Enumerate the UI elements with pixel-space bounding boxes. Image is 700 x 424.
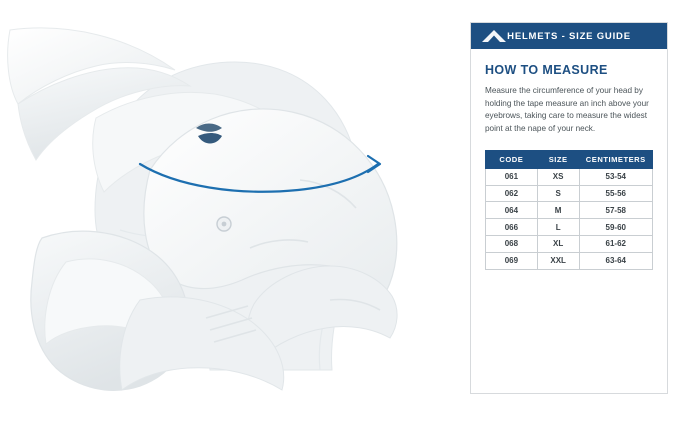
size-table (485, 150, 653, 270)
cell-code: 064 (486, 202, 538, 219)
cell-size: XXL (537, 252, 579, 269)
table-row (486, 202, 653, 219)
column-header-size: SIZE (537, 150, 579, 168)
table-row (486, 185, 653, 202)
table-row (486, 235, 653, 252)
cell-centimeters: 59-60 (579, 219, 652, 236)
table-row (486, 252, 653, 269)
cell-centimeters: 61-62 (579, 235, 652, 252)
cell-code: 068 (486, 235, 538, 252)
cell-centimeters: 53-54 (579, 168, 652, 185)
cell-centimeters: 55-56 (579, 185, 652, 202)
brand-arrow-icon (481, 29, 507, 43)
cell-size: XL (537, 235, 579, 252)
how-to-measure-heading: HOW TO MEASURE (485, 63, 608, 77)
cell-code: 066 (486, 219, 538, 236)
table-header-row (486, 150, 653, 168)
how-to-measure-text: Measure the circumference of your head by holding the tape measure an inch above your eyebrows, taking care to measure the widest point at the nape of your neck. (485, 86, 649, 134)
cell-size: S (537, 185, 579, 202)
cell-size: M (537, 202, 579, 219)
visor-screw-center-icon (222, 222, 227, 227)
cell-size: XS (537, 168, 579, 185)
size-guide-panel (470, 22, 668, 394)
cell-code: 069 (486, 252, 538, 269)
table-row (486, 168, 653, 185)
column-header-centimeters: CENTIMETERS (579, 150, 652, 168)
cell-centimeters: 63-64 (579, 252, 652, 269)
cell-code: 061 (486, 168, 538, 185)
cell-centimeters: 57-58 (579, 202, 652, 219)
column-header-code: CODE (486, 150, 538, 168)
table-row (486, 219, 653, 236)
panel-title: HELMETS - SIZE GUIDE (507, 30, 631, 42)
panel-header (471, 23, 667, 49)
panel-body (471, 49, 667, 270)
cell-code: 062 (486, 185, 538, 202)
cell-size: L (537, 219, 579, 236)
